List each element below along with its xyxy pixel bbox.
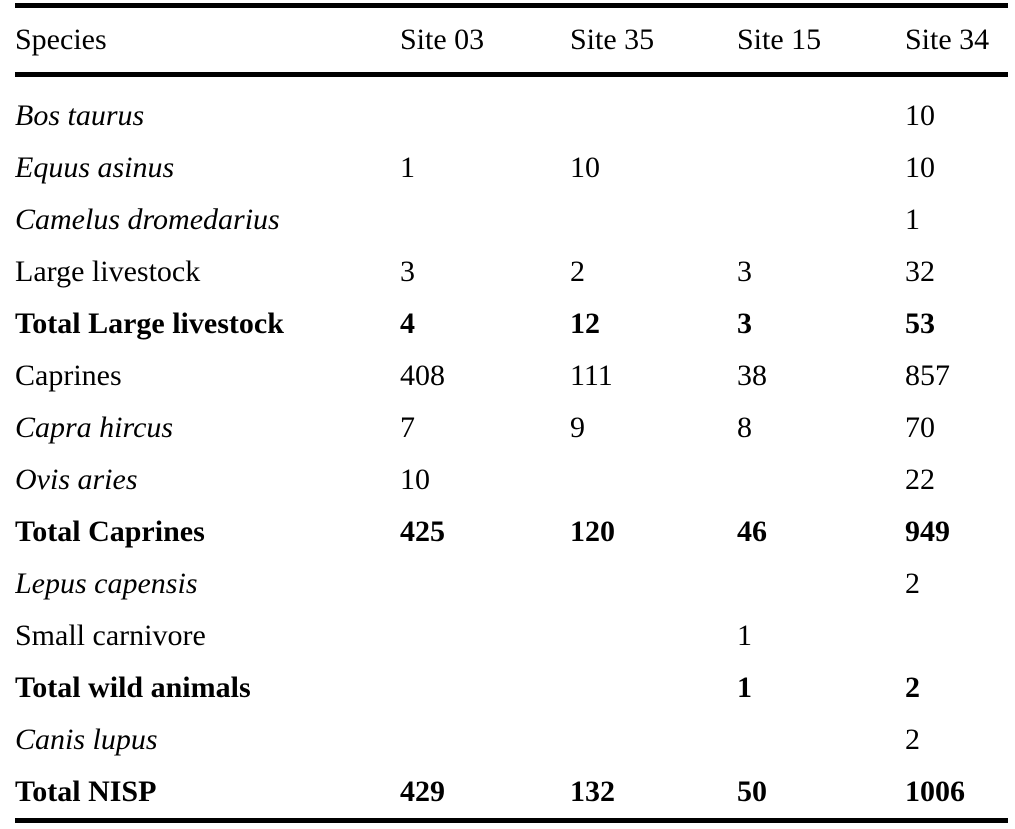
- species-cell: Equus asinus: [15, 151, 175, 184]
- count-cell: 10: [905, 151, 935, 184]
- count-cell: [570, 558, 737, 610]
- table-row: [15, 662, 1008, 714]
- count-cell: [570, 454, 737, 506]
- count-cell: 22: [905, 463, 935, 496]
- count-cell: [400, 714, 570, 766]
- count-cell: 857: [905, 359, 950, 392]
- count-cell: [570, 194, 737, 246]
- count-cell: 1006: [905, 775, 965, 808]
- count-cell: 9: [570, 411, 585, 444]
- count-cell: 1: [737, 619, 752, 652]
- count-cell: [400, 610, 570, 662]
- table-row: [15, 402, 1008, 454]
- nisp-species-table: [15, 3, 1008, 823]
- count-cell: [400, 194, 570, 246]
- species-cell: Capra hircus: [15, 411, 174, 444]
- species-cell: Total wild animals: [15, 671, 251, 704]
- column-header-site-35: Site 35: [570, 23, 655, 56]
- count-cell: 3: [400, 255, 415, 288]
- count-cell: [737, 142, 905, 194]
- species-cell: Lepus capensis: [15, 567, 198, 600]
- table-row: [15, 142, 1008, 194]
- column-header-site-34: Site 34: [905, 23, 990, 56]
- count-cell: [737, 714, 905, 766]
- count-cell: [400, 558, 570, 610]
- count-cell: [400, 75, 570, 143]
- count-cell: 4: [400, 307, 415, 340]
- count-cell: 1: [905, 203, 920, 236]
- table-body: [15, 75, 1008, 821]
- count-cell: [570, 714, 737, 766]
- count-cell: 429: [400, 775, 445, 808]
- count-cell: [570, 75, 737, 143]
- species-cell: Camelus dromedarius: [15, 203, 280, 236]
- count-cell: 50: [737, 775, 767, 808]
- species-cell: Total Caprines: [15, 515, 205, 548]
- count-cell: [400, 662, 570, 714]
- count-cell: [570, 662, 737, 714]
- count-cell: 10: [905, 99, 935, 132]
- table-row: [15, 75, 1008, 143]
- count-cell: [905, 610, 1008, 662]
- count-cell: 408: [400, 359, 445, 392]
- count-cell: 132: [570, 775, 615, 808]
- table-row: [15, 246, 1008, 298]
- count-cell: 12: [570, 307, 600, 340]
- count-cell: 111: [570, 359, 613, 392]
- count-cell: 46: [737, 515, 767, 548]
- count-cell: 10: [570, 151, 600, 184]
- count-cell: 425: [400, 515, 445, 548]
- count-cell: 3: [737, 255, 752, 288]
- column-header-site-03: Site 03: [400, 23, 485, 56]
- count-cell: 10: [400, 463, 430, 496]
- count-cell: [737, 194, 905, 246]
- count-cell: [737, 558, 905, 610]
- species-cell: Ovis aries: [15, 463, 138, 496]
- table-header-row: [15, 6, 1008, 75]
- count-cell: 32: [905, 255, 935, 288]
- count-cell: 8: [737, 411, 752, 444]
- table-row: [15, 558, 1008, 610]
- count-cell: [737, 454, 905, 506]
- count-cell: 1: [737, 671, 752, 704]
- table-row: [15, 506, 1008, 558]
- table-row: [15, 610, 1008, 662]
- species-cell: Canis lupus: [15, 723, 158, 756]
- column-header-species: Species: [15, 23, 107, 56]
- count-cell: 2: [905, 567, 920, 600]
- species-cell: Total NISP: [15, 775, 157, 808]
- species-cell: Total Large livestock: [15, 307, 284, 340]
- species-cell: Bos taurus: [15, 99, 145, 132]
- column-header-site-15: Site 15: [737, 23, 822, 56]
- count-cell: 1: [400, 151, 415, 184]
- count-cell: 3: [737, 307, 752, 340]
- count-cell: 53: [905, 307, 935, 340]
- count-cell: 2: [570, 255, 585, 288]
- count-cell: [737, 75, 905, 143]
- species-cell: Large livestock: [15, 255, 201, 288]
- species-cell: Small carnivore: [15, 619, 206, 652]
- table-row: [15, 194, 1008, 246]
- table-row: [15, 454, 1008, 506]
- table-row: [15, 350, 1008, 402]
- count-cell: 7: [400, 411, 415, 444]
- count-cell: 120: [570, 515, 615, 548]
- count-cell: 38: [737, 359, 767, 392]
- table-row: [15, 714, 1008, 766]
- count-cell: 949: [905, 515, 950, 548]
- count-cell: 2: [905, 671, 920, 704]
- count-cell: [570, 610, 737, 662]
- table-row: [15, 298, 1008, 350]
- table-row: [15, 766, 1008, 821]
- count-cell: 2: [905, 723, 920, 756]
- count-cell: 70: [905, 411, 935, 444]
- species-cell: Caprines: [15, 359, 122, 392]
